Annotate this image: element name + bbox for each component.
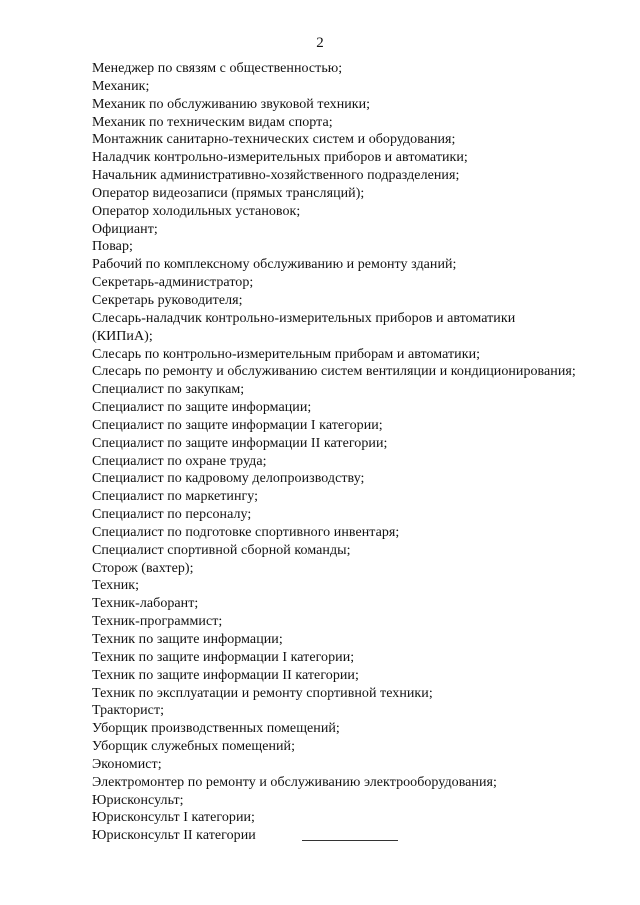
- list-item: Техник-программист;: [92, 614, 223, 630]
- list-item: Менеджер по связям с общественностью;: [92, 61, 343, 76]
- list-item: Специалист по защите информации;: [92, 400, 312, 416]
- list-item: Специалист по персоналу;: [92, 507, 252, 523]
- list-item: Наладчик контрольно-измерительных приборов и автоматики;: [92, 150, 468, 166]
- list-item: Уборщик производственных помещений;: [92, 721, 340, 737]
- list-item: Повар;: [92, 239, 133, 255]
- list-item: Специалист по закупкам;: [92, 382, 245, 398]
- list-item: Механик;: [92, 78, 150, 94]
- list-item: (КИПиА);: [92, 328, 153, 344]
- page-number: 2: [316, 35, 324, 51]
- list-item: Слесарь по ремонту и обслуживанию систем вентиляции и кондиционирования;: [92, 364, 576, 380]
- list-item: Начальник административно-хозяйственного подразделения;: [92, 168, 460, 184]
- list-item: Юрисконсульт I категории;: [92, 810, 256, 826]
- list-item: Юрисконсульт II категории: [92, 828, 256, 844]
- list-item: Слесарь по контрольно-измерительным приборам и автоматики;: [92, 346, 481, 362]
- list-item: Техник-лаборант;: [92, 596, 199, 612]
- position-list: [92, 60, 622, 845]
- list-item: Сторож (вахтер);: [92, 560, 194, 576]
- list-item: Рабочий по комплексному обслуживанию и ремонту зданий;: [92, 257, 457, 273]
- end-divider: [302, 840, 398, 841]
- list-item: Механик по техническим видам спорта;: [92, 114, 333, 130]
- list-item: Официант;: [92, 221, 158, 237]
- list-item: Специалист по маркетингу;: [92, 489, 259, 505]
- list-item: Специалист по кадровому делопроизводству;: [92, 471, 365, 487]
- list-item: Специалист по защите информации II категории;: [92, 435, 388, 451]
- list-item: Специалист спортивной сборной команды;: [92, 542, 351, 558]
- list-item: Секретарь-администратор;: [92, 275, 254, 291]
- list-item: Специалист по защите информации I категории;: [92, 417, 383, 433]
- list-item: Техник по эксплуатации и ремонту спортивной техники;: [92, 685, 433, 701]
- list-item: Техник по защите информации II категории;: [92, 667, 359, 683]
- list-item: Техник по защите информации;: [92, 632, 283, 647]
- list-item: Тракторист;: [92, 703, 165, 719]
- list-item: Техник по защите информации I категории;: [92, 649, 355, 665]
- list-item: Экономист;: [92, 756, 162, 772]
- list-item: Техник;: [92, 578, 140, 594]
- list-item: Механик по обслуживанию звуковой техники;: [92, 96, 371, 112]
- list-item: Слесарь-наладчик контрольно-измерительных приборов и автоматики: [92, 310, 516, 326]
- list-item: Уборщик служебных помещений;: [92, 739, 296, 755]
- list-item: Оператор холодильных установок;: [92, 203, 301, 219]
- list-item: Специалист по охране труда;: [92, 453, 267, 469]
- list-item: Оператор видеозаписи (прямых трансляций);: [92, 185, 365, 201]
- list-item: Юрисконсульт;: [92, 792, 184, 808]
- list-item: Секретарь руководителя;: [92, 292, 243, 308]
- list-item: Специалист по подготовке спортивного инвентаря;: [92, 524, 400, 540]
- list-item: Электромонтер по ремонту и обслуживанию электрооборудования;: [92, 774, 497, 790]
- list-item: Монтажник санитарно-технических систем и оборудования;: [92, 132, 456, 148]
